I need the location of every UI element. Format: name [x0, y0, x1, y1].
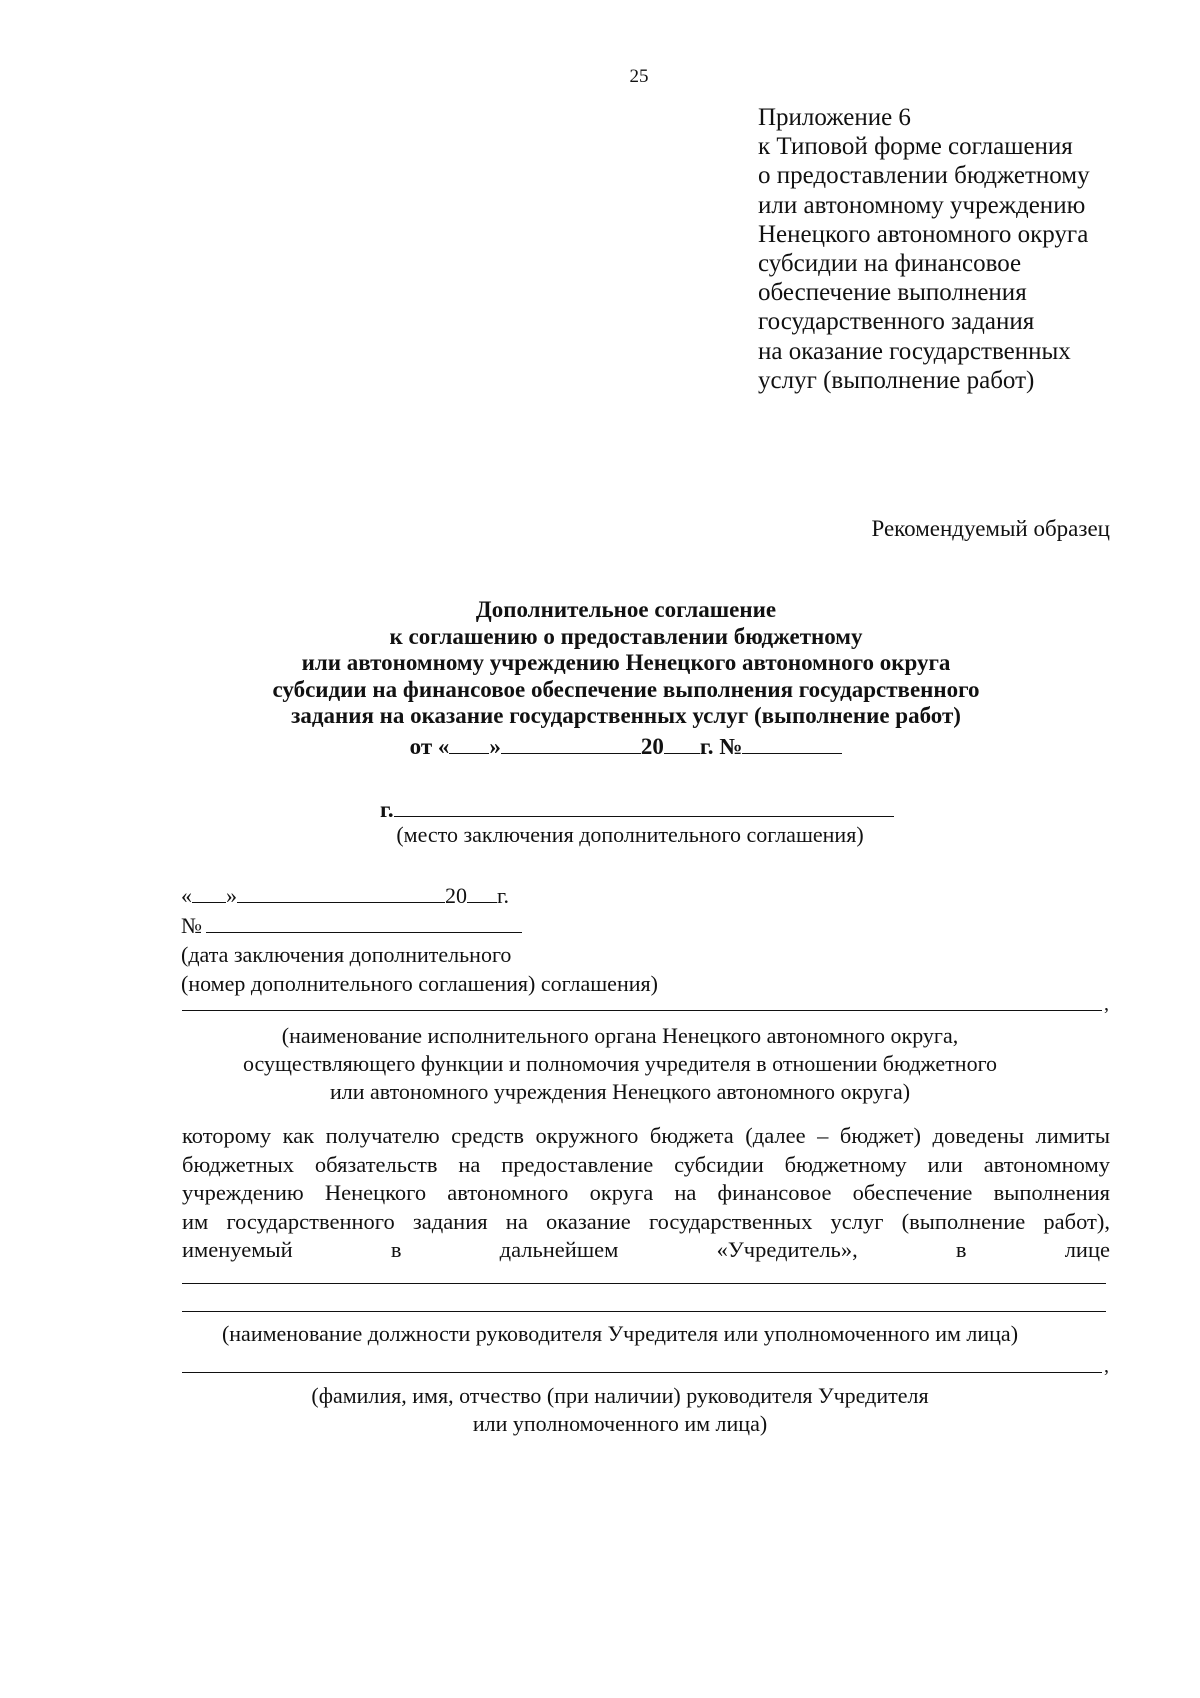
appendix-line: Приложение 6 [758, 104, 911, 131]
organ-name-field[interactable] [182, 1010, 1102, 1011]
place-prefix: г. [380, 797, 394, 822]
organ-caption [0, 1022, 1200, 1106]
appendix-line: обеспечение выполнения [758, 279, 1027, 307]
title-line: или автономному учреждению Ненецкого автономного округа [301, 650, 951, 675]
year-field[interactable] [467, 880, 497, 903]
body-line: учреждению Ненецкого автономного округа на финансовое обеспечение выполнения [182, 1180, 1110, 1206]
date-quote-open: « [181, 883, 192, 908]
title-day-field[interactable] [449, 730, 489, 754]
page-number: 25 [629, 66, 649, 87]
representative-field-line-1[interactable] [182, 1283, 1106, 1284]
date-row [181, 880, 658, 910]
body-paragraph [182, 1122, 1110, 1265]
organ-comma: , [1104, 993, 1109, 1015]
title-date-year: 20 [640, 733, 664, 759]
representative-field-line-2[interactable] [182, 1311, 1106, 1312]
appendix-line: или автономному учреждению [758, 191, 1086, 219]
day-field[interactable] [192, 880, 226, 903]
title-number-field[interactable] [742, 730, 842, 754]
agreement-number-field[interactable] [206, 910, 522, 933]
date-number-block [181, 880, 658, 998]
title-line: задания на оказание государственных услуг (выполнение работ) [291, 703, 961, 728]
title-year-field[interactable] [664, 730, 700, 754]
place-caption: (место заключения дополнительного соглашения) [396, 822, 864, 847]
organ-caption-line: или автономного учреждения Ненецкого автономного округа) [329, 1079, 911, 1104]
place-field[interactable] [394, 793, 894, 817]
appendix-line: на оказание государственных [758, 337, 1071, 365]
date-caption: (дата заключения дополнительного [181, 942, 512, 967]
appendix-line: государственного задания [758, 308, 1035, 336]
fio-caption-line: или уполномоченного им лица) [472, 1411, 768, 1436]
appendix-line: услуг (выполнение работ) [758, 366, 1035, 394]
appendix-line: субсидии на финансовое [758, 250, 1022, 278]
place-row [380, 793, 894, 823]
number-row [181, 910, 658, 940]
date-year-suffix: г. [497, 883, 510, 908]
title-line: к соглашению о предоставлении бюджетному [389, 623, 863, 649]
title-date-quote-close: » [489, 733, 501, 759]
title-date-line [52, 730, 1200, 761]
month-field[interactable] [237, 880, 445, 903]
body-line: именуемый в дальнейшем «Учредитель», в лице [182, 1237, 1110, 1263]
fio-comma: , [1104, 1355, 1109, 1377]
position-caption: (наименование должности руководителя Учредителя или уполномоченного им лица) [221, 1321, 1019, 1346]
number-caption: (номер дополнительного соглашения) соглашения) [181, 971, 658, 996]
fio-field[interactable] [182, 1372, 1102, 1373]
appendix-line: Ненецкого автономного округа [758, 220, 1089, 248]
organ-caption-line: осуществляющего функции и полномочия учредителя в отношении бюджетного [242, 1051, 998, 1076]
date-quote-close: » [226, 883, 237, 908]
organ-caption-line: (наименование исполнительного органа Ненецкого автономного округа, [281, 1023, 959, 1048]
appendix-line: о предоставлении бюджетному [758, 162, 1090, 190]
title-date-suffix: г. № [699, 733, 743, 759]
date-year: 20 [445, 883, 467, 908]
fio-caption-line: (фамилия, имя, отчество (при наличии) руководителя Учредителя [311, 1383, 929, 1408]
title-line: субсидии на финансовое обеспечение выполнения государственного [272, 676, 980, 702]
recommended-sample-label: Рекомендуемый образец [871, 516, 1110, 541]
body-line: им государственного задания на оказание государственных услуг (выполнение работ), [182, 1208, 1110, 1234]
title-date-prefix: от « [409, 733, 450, 759]
appendix-header [758, 103, 1090, 395]
fio-caption [0, 1382, 1200, 1438]
appendix-line: к Типовой форме соглашения [758, 133, 1073, 161]
document-title [0, 597, 1200, 760]
body-line: которому как получателю средств окружного бюджета (далее – бюджет) доведены лимиты [182, 1123, 1110, 1148]
body-line: бюджетных обязательств на предоставление субсидии бюджетному или автономному [182, 1151, 1110, 1177]
title-month-field[interactable] [501, 730, 641, 754]
title-line: Дополнительное соглашение [475, 597, 777, 622]
number-sign: № [181, 913, 202, 938]
